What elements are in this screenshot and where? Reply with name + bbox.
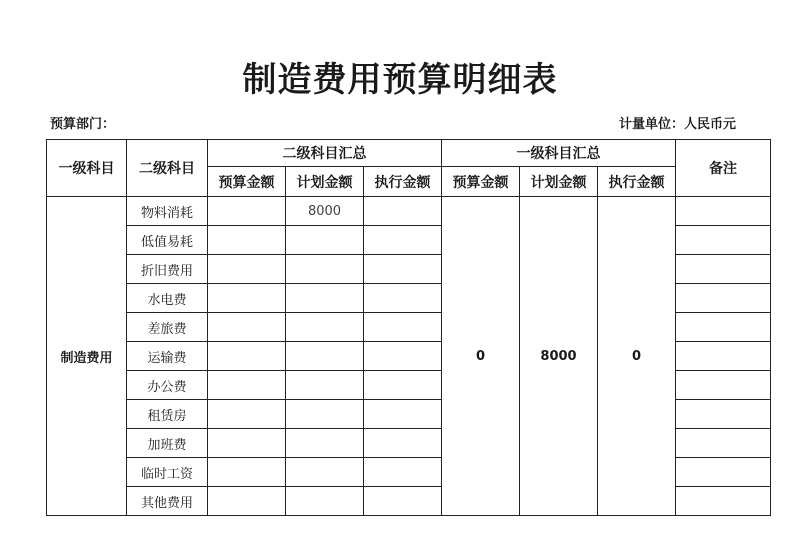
header-level2-subject: 二级科目 xyxy=(127,140,208,197)
l2-plan-cell[interactable] xyxy=(286,226,364,255)
l2-plan-cell[interactable]: 8000 xyxy=(286,197,364,226)
l2-exec-cell[interactable] xyxy=(364,487,442,516)
remarks-cell[interactable] xyxy=(676,458,771,487)
subject-cell: 低值易耗 xyxy=(127,226,208,255)
remarks-cell[interactable] xyxy=(676,487,771,516)
l2-budget-cell[interactable] xyxy=(208,342,286,371)
l2-plan-cell[interactable] xyxy=(286,255,364,284)
header-l1-exec-amount: 执行金额 xyxy=(598,167,676,197)
subject-cell: 差旅费 xyxy=(127,313,208,342)
l2-budget-cell[interactable] xyxy=(208,255,286,284)
subject-cell: 运输费 xyxy=(127,342,208,371)
l2-plan-cell[interactable] xyxy=(286,313,364,342)
header-l1-plan-amount: 计划金额 xyxy=(520,167,598,197)
l2-budget-cell[interactable] xyxy=(208,371,286,400)
remarks-cell[interactable] xyxy=(676,226,771,255)
l2-exec-cell[interactable] xyxy=(364,458,442,487)
l2-exec-cell[interactable] xyxy=(364,371,442,400)
budget-department-label: 预算部门： xyxy=(50,117,116,132)
category-cell: 制造费用 xyxy=(47,197,127,516)
subject-cell: 办公费 xyxy=(127,371,208,400)
remarks-cell[interactable] xyxy=(676,400,771,429)
remarks-cell[interactable] xyxy=(676,284,771,313)
l1-plan-total: 8000 xyxy=(520,197,598,516)
header-l1-budget-amount: 预算金额 xyxy=(442,167,520,197)
l2-exec-cell[interactable] xyxy=(364,284,442,313)
subject-cell: 水电费 xyxy=(127,284,208,313)
remarks-cell[interactable] xyxy=(676,313,771,342)
header-level2-summary: 二级科目汇总 xyxy=(208,140,442,167)
l2-plan-cell[interactable] xyxy=(286,371,364,400)
l2-plan-cell[interactable] xyxy=(286,458,364,487)
unit-label: 计量单位：人民币元 xyxy=(618,117,736,132)
header-l2-exec-amount: 执行金额 xyxy=(364,167,442,197)
l2-budget-cell[interactable] xyxy=(208,313,286,342)
subject-cell: 租赁房 xyxy=(127,400,208,429)
l2-plan-cell[interactable] xyxy=(286,429,364,458)
l2-budget-cell[interactable] xyxy=(208,284,286,313)
subject-cell: 物料消耗 xyxy=(127,197,208,226)
l2-plan-cell[interactable] xyxy=(286,284,364,313)
subject-cell: 加班费 xyxy=(127,429,208,458)
header-remarks: 备注 xyxy=(676,140,771,197)
l2-budget-cell[interactable] xyxy=(208,226,286,255)
l2-budget-cell[interactable] xyxy=(208,197,286,226)
l2-budget-cell[interactable] xyxy=(208,400,286,429)
l1-exec-total: 0 xyxy=(598,197,676,516)
header-level1-subject: 一级科目 xyxy=(47,140,127,197)
l2-plan-cell[interactable] xyxy=(286,487,364,516)
subject-cell: 其他费用 xyxy=(127,487,208,516)
l2-exec-cell[interactable] xyxy=(364,197,442,226)
l2-plan-cell[interactable] xyxy=(286,400,364,429)
header-level1-summary: 一级科目汇总 xyxy=(442,140,676,167)
l2-budget-cell[interactable] xyxy=(208,429,286,458)
document-title: 制造费用预算明细表 xyxy=(242,60,558,100)
header-l2-budget-amount: 预算金额 xyxy=(208,167,286,197)
remarks-cell[interactable] xyxy=(676,429,771,458)
budget-table xyxy=(46,139,771,516)
l2-exec-cell[interactable] xyxy=(364,400,442,429)
remarks-cell[interactable] xyxy=(676,342,771,371)
l2-exec-cell[interactable] xyxy=(364,226,442,255)
remarks-cell[interactable] xyxy=(676,255,771,284)
l2-exec-cell[interactable] xyxy=(364,313,442,342)
l2-exec-cell[interactable] xyxy=(364,255,442,284)
l2-exec-cell[interactable] xyxy=(364,429,442,458)
header-l2-plan-amount: 计划金额 xyxy=(286,167,364,197)
subject-cell: 临时工资 xyxy=(127,458,208,487)
l1-budget-total: 0 xyxy=(442,197,520,516)
l2-budget-cell[interactable] xyxy=(208,458,286,487)
table-row xyxy=(47,197,771,226)
remarks-cell[interactable] xyxy=(676,371,771,400)
subject-cell: 折旧费用 xyxy=(127,255,208,284)
l2-budget-cell[interactable] xyxy=(208,487,286,516)
l2-exec-cell[interactable] xyxy=(364,342,442,371)
remarks-cell[interactable] xyxy=(676,197,771,226)
l2-plan-cell[interactable] xyxy=(286,342,364,371)
